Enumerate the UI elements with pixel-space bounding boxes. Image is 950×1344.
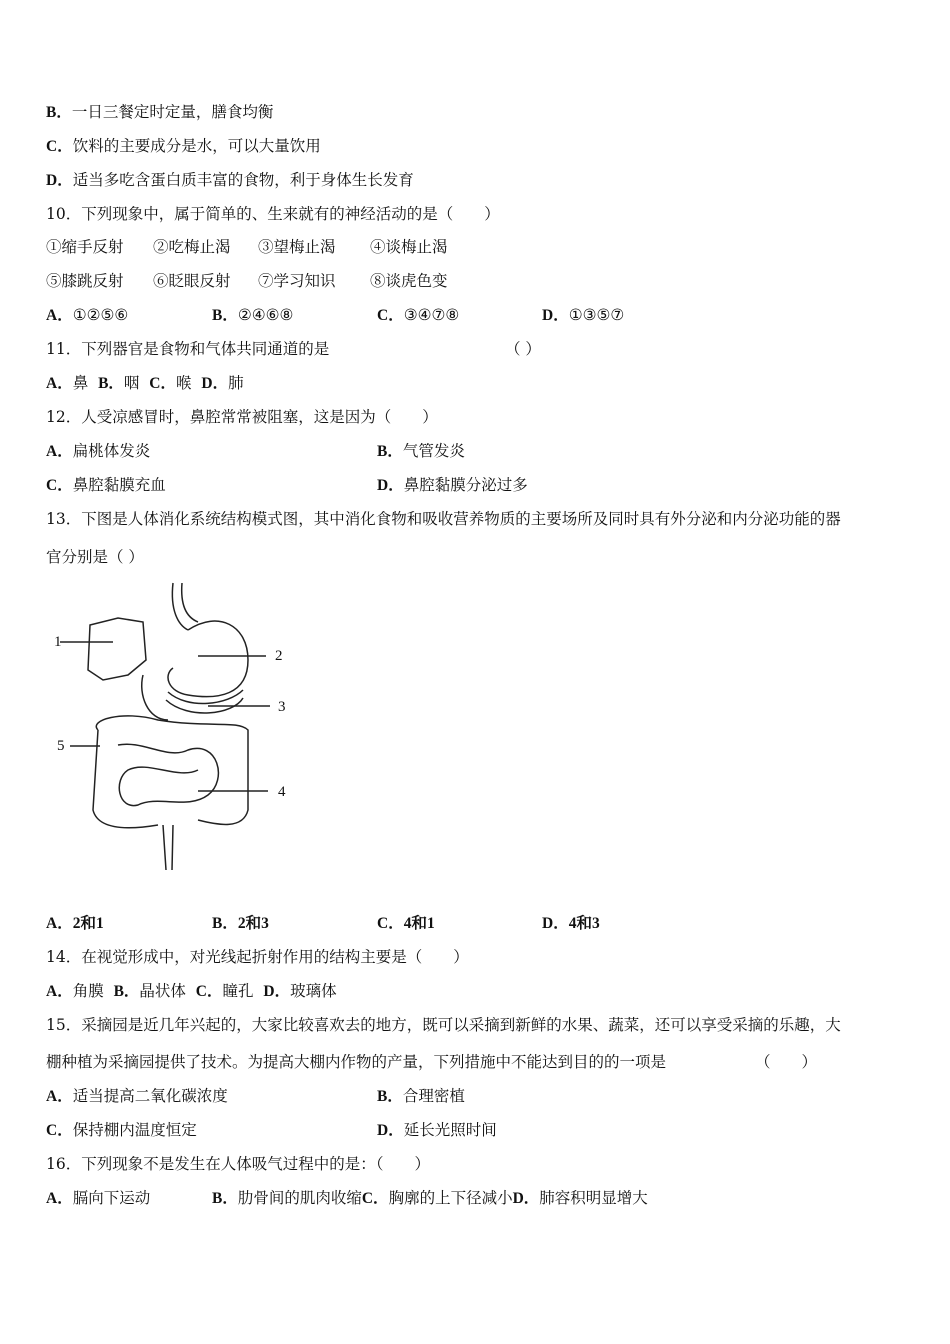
q10-item: ⑤膝跳反射 [46,272,124,290]
q13-option-c: C．4和1 [377,915,435,932]
q9-option-d: D．适当多吃含蛋白质丰富的食物，利于身体生长发育 [46,171,414,189]
small-intestine [118,744,218,805]
q10-option-a: A．①②⑤⑥ [46,306,129,324]
diagram-label-5: 5 [57,738,65,754]
q15-option-a: A．适当提高二氧化碳浓度 [46,1087,228,1105]
pancreas [166,690,243,713]
q10-stem: 10．下列现象中，属于简单的、生来就有的神经活动的是（ ） [46,205,500,223]
q10-item: ⑧谈虎色变 [370,272,448,290]
q11-stem: 11．下列器官是食物和气体共同通道的是 [46,340,330,358]
q10-item: ③望梅止渴 [258,238,336,256]
q11-blank: （ ） [505,340,541,358]
q15-option-c: C．保持棚内温度恒定 [46,1121,197,1139]
q10-option-c: C．③④⑦⑧ [377,306,460,324]
q9-option-b: B．一日三餐定时定量，膳食均衡 [46,103,274,121]
q12-stem: 12．人受凉感冒时，鼻腔常常被阻塞，这是因为（ ） [46,408,438,426]
q15-blank: （ ） [755,1053,818,1071]
q9-option-c: C．饮料的主要成分是水，可以大量饮用 [46,137,321,155]
q12-option-c: C．鼻腔黏膜充血 [46,476,166,494]
q13-stem: 13．下图是人体消化系统结构模式图，其中消化食物和吸收营养物质的主要场所及同时具有外分泌和内分泌功能的器 [46,510,841,528]
q13-option-a: A．2和1 [46,915,104,932]
q15-stem: 15．采摘园是近几年兴起的，大家比较喜欢去的地方，既可以采摘到新鲜的水果、蔬菜，还可以享受采摘的乐趣，大 [46,1016,841,1034]
q13-option-d: D．4和3 [542,915,600,932]
q10-item: ⑥眨眼反射 [153,272,231,290]
q10-option-b: B．②④⑥⑧ [212,306,294,324]
q14-options: A．角膜 B．晶状体 C．瞳孔 D．玻璃体 [46,982,337,1000]
q10-item: ②吃梅止渴 [153,238,231,256]
q10-item: ⑦学习知识 [258,272,336,290]
diagram-label-3: 3 [278,699,286,715]
q12-option-b: B．气管发炎 [377,442,465,460]
esophagus [172,583,198,630]
q10-item: ①缩手反射 [46,238,124,256]
q15-option-d: D．延长光照时间 [377,1121,497,1139]
q16-options-bcd: B．肋骨间的肌肉收缩C．胸廓的上下径减小D．肺容积明显增大 [212,1189,648,1207]
q12-option-a: A．扁桃体发炎 [46,442,151,460]
q12-option-d: D．鼻腔黏膜分泌过多 [377,476,528,494]
q16-stem: 16．下列现象不是发生在人体吸气过程中的是：（ ） [46,1155,430,1173]
digestive-system-diagram [48,580,298,880]
q11-options: A．鼻 B．咽 C．喉 D．肺 [46,374,244,392]
q13-stem-cont: 官分别是（ ） [46,548,144,566]
duodenum [142,675,168,720]
liver [88,618,146,680]
q10-item: ④谈梅止渴 [370,238,448,256]
diagram-label-2: 2 [275,648,283,664]
diagram-label-1: 1 [54,634,62,650]
q15-option-b: B．合理密植 [377,1087,465,1105]
q10-option-d: D．①③⑤⑦ [542,306,625,324]
rectum [163,825,173,870]
q14-stem: 14．在视觉形成中，对光线起折射作用的结构主要是（ ） [46,948,469,966]
q16-option-a: A．膈向下运动 [46,1189,151,1207]
q13-option-b: B．2和3 [212,915,269,932]
diagram-label-4: 4 [278,784,286,800]
stomach [168,621,248,697]
q15-stem-cont: 棚种植为采摘园提供了技术。为提高大棚内作物的产量，下列措施中不能达到目的的一项是 [46,1053,667,1071]
